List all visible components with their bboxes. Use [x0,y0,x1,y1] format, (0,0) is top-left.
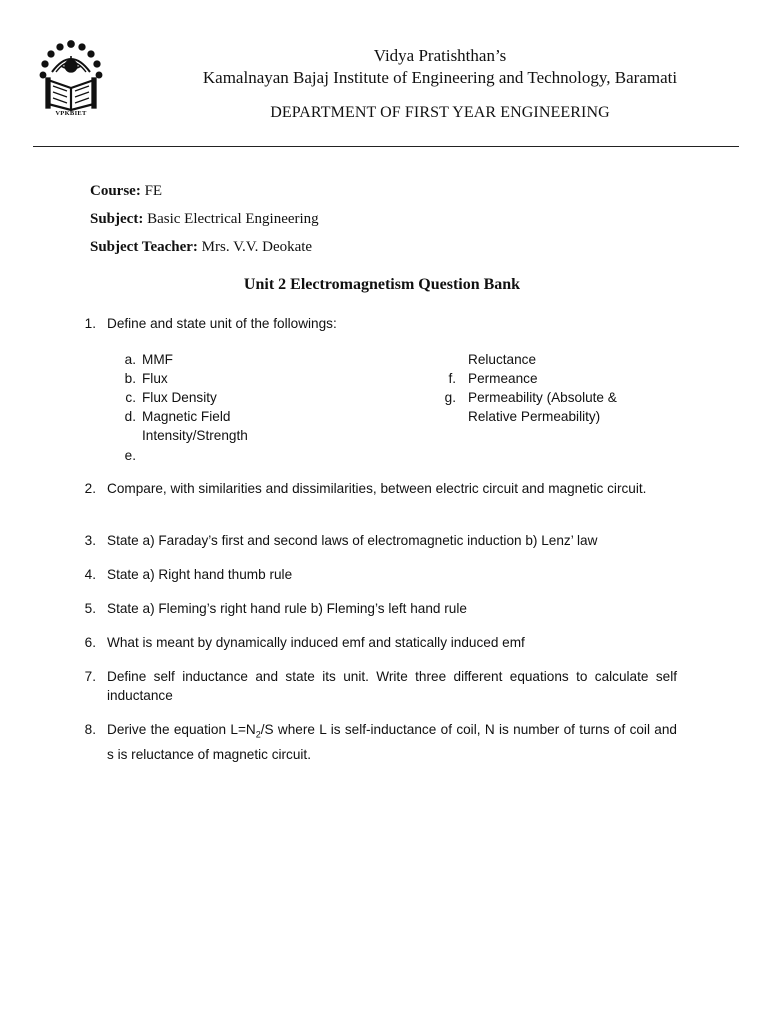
page-title: Unit 2 Electromagnetism Question Bank [243,276,521,293]
item-text: Flux Density [142,390,217,405]
item-text: Magnetic Field [142,409,231,424]
question-number: 6. [84,635,96,650]
item-text: Reluctance [468,352,537,367]
question-number: 4. [84,567,96,582]
question-text: Compare, with similarities and dissimilarities, between electric circuit and magnetic circuit. [107,481,647,496]
text-part: Derive the equation L=N [107,722,256,737]
item-letter: a. [124,352,136,367]
department-name: DEPARTMENT OF FIRST YEAR ENGINEERING [270,104,610,121]
question-number: 1. [84,316,96,331]
item-letter: g. [444,390,456,405]
subject-value: Basic Electrical Engineering [147,211,319,227]
list-item [120,350,400,369]
course-line [90,183,162,200]
question-text: State a) Fleming’s right hand rule b) Fleming’s left hand rule [107,601,467,616]
list-item [120,369,400,388]
item-text: MMF [142,352,173,367]
list-item [440,388,680,407]
list-item [440,369,680,388]
institute-name: Kamalnayan Bajaj Institute of Engineering and Technology, Baramati [202,68,678,87]
question-number: 3. [84,533,96,548]
teacher-line [90,239,312,256]
item-text: Relative Permeability) [468,409,601,424]
question-text: State a) Faraday’s first and second laws of electromagnetic induction b) Lenz’ law [107,533,598,548]
question-number: 8. [84,722,96,737]
question-text: State a) Right hand thumb rule [107,567,293,582]
question-number: 2. [84,481,96,496]
item-text: Permeance [468,371,538,386]
trust-name: Vidya Pratishthan’s [373,46,507,65]
item-letter: c. [125,390,136,405]
item-letter: b. [124,371,136,386]
item-text: Permeability (Absolute & [468,390,617,405]
item-text: Flux [142,371,168,386]
subject-label: Subject: [90,211,144,227]
header-divider [33,146,739,147]
question-text: What is meant by dynamically induced emf and statically induced emf [107,635,525,650]
text-part: /S where L is self-inductance of coil, N is number of turns of coil and s is reluctance of magnetic circuit. [107,722,677,762]
subscript: 2 [255,729,261,740]
q1-left-list [120,350,400,470]
list-item [120,446,400,465]
list-item [440,350,680,369]
list-item [440,407,680,426]
item-letter: e. [124,448,136,463]
question-text [107,720,677,764]
course-value: FE [144,183,163,199]
item-text: Intensity/Strength [142,428,248,443]
question-text: Define and state unit of the followings: [107,316,337,331]
logo-caption: VPKBIET [55,110,87,117]
question-number: 7. [84,669,96,684]
item-letter: d. [124,409,136,424]
item-letter: f. [448,371,456,386]
subject-line [90,211,319,228]
list-item [120,407,400,426]
question-number: 5. [84,601,96,616]
q1-right-list [440,350,680,430]
teacher-value: Mrs. V.V. Deokate [201,239,313,255]
question-text: Define self inductance and state its unit. Write three different equations to calculate self inductance [107,669,677,703]
institute-logo [38,38,104,120]
list-item [120,426,400,445]
list-item [120,388,400,407]
course-label: Course: [90,183,141,199]
teacher-label: Subject Teacher: [90,239,198,255]
